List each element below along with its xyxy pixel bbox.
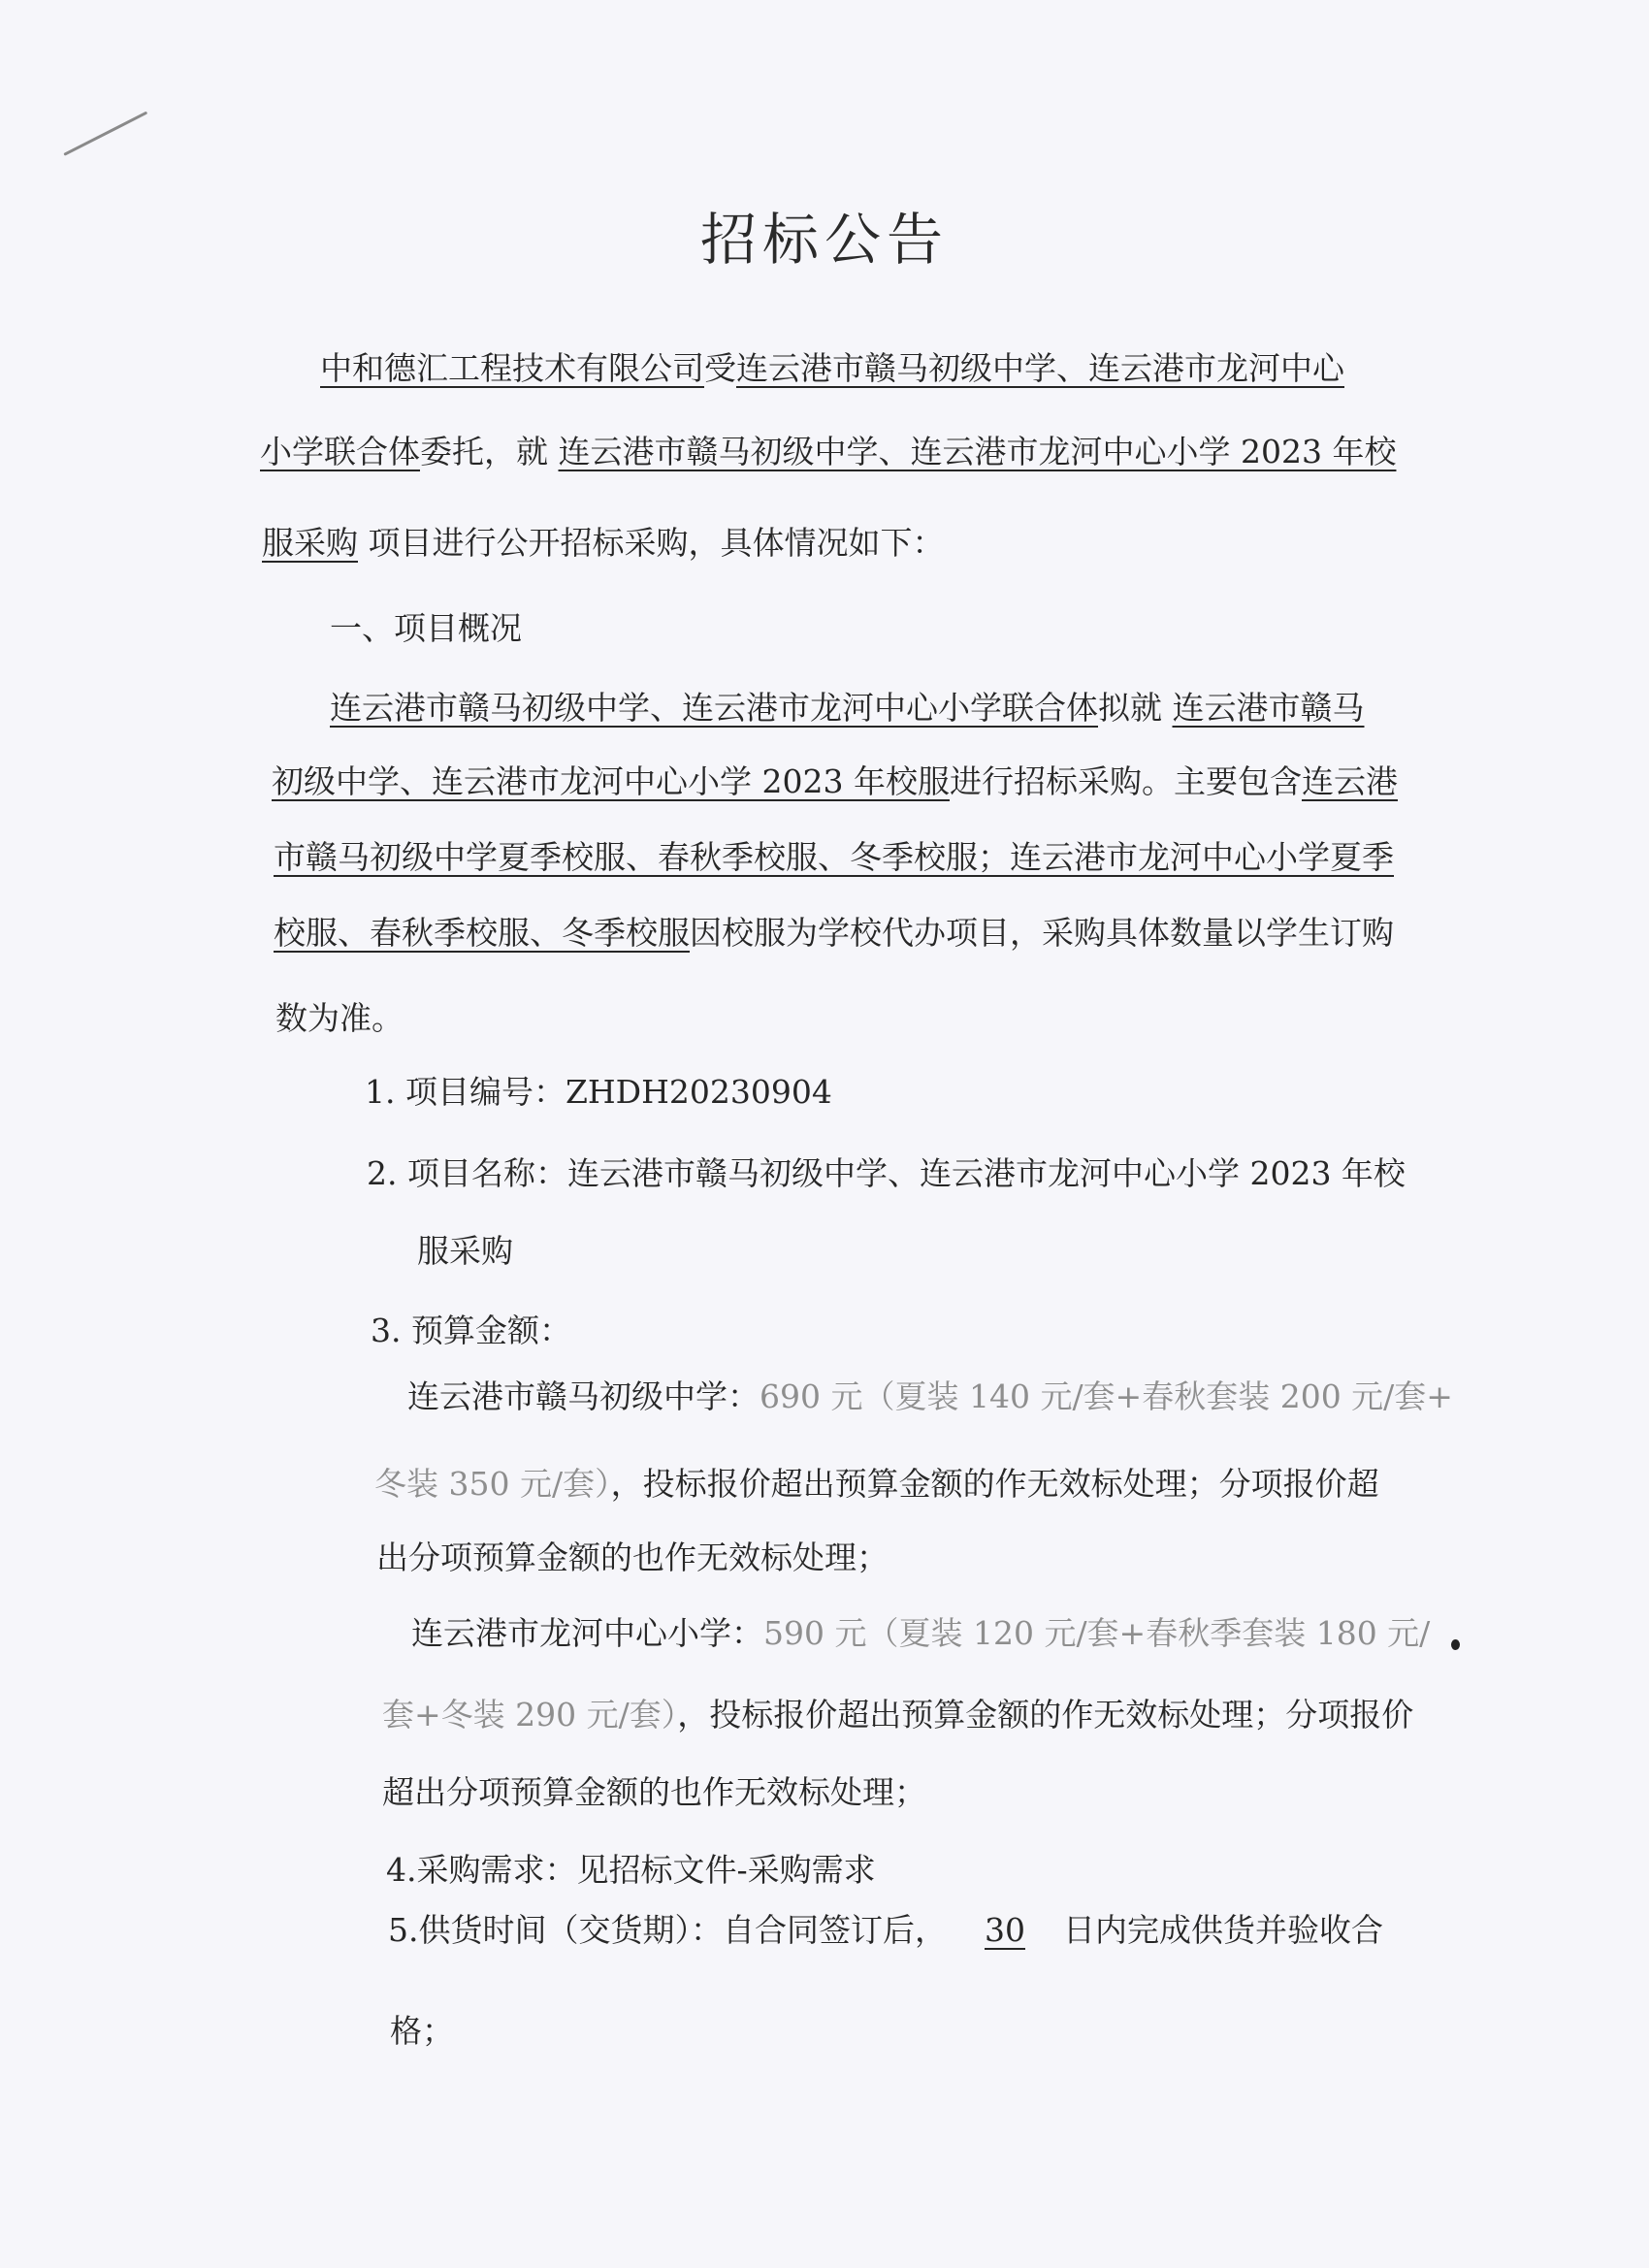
overview-line-4: 校服、春秋季校服、冬季校服因校服为学校代办项目，采购具体数量以学生订购: [274, 914, 1394, 952]
item-project-name-cont: 服采购: [417, 1232, 513, 1270]
client-name: 连云港市赣马初级中学、连云港市龙河中心: [736, 349, 1344, 387]
agency-name: 中和德汇工程技术有限公司: [320, 349, 704, 387]
ink-dot-mark: [1451, 1639, 1460, 1650]
overview-line-5: 数为准。: [275, 999, 404, 1037]
page-title: 招标公告: [699, 207, 949, 273]
item-procurement-needs: 4.采购需求：见招标文件-采购需求: [386, 1851, 876, 1889]
budget-longhe-line-3: 超出分项预算金额的也作无效标处理；: [382, 1773, 926, 1811]
overview-line-1: 连云港市赣马初级中学、连云港市龙河中心小学联合体拟就 连云港市赣马: [330, 689, 1365, 727]
budget-ganma-line-2: 冬装 350 元/套），投标报价超出预算金额的作无效标处理；分项报价超: [374, 1465, 1379, 1503]
item-budget: 3. 预算金额：: [371, 1312, 571, 1349]
item-project-number: 1. 项目编号：ZHDH20230904: [365, 1073, 832, 1111]
budget-ganma-line-3: 出分项预算金额的也作无效标处理；: [376, 1539, 889, 1576]
project-name: 连云港市赣马初级中学、连云港市龙河中心小学 2023 年校: [558, 433, 1397, 470]
delivery-days: 30: [985, 1911, 1025, 1949]
budget-ganma-line-1: 连云港市赣马初级中学：690 元（夏装 140 元/套+春秋套装 200 元/套+: [407, 1377, 1453, 1415]
item-delivery-time-cont: 格；: [390, 2012, 454, 2050]
item-delivery-time: 5.供货时间（交货期）：自合同签订后， 30 日内完成供货并验收合: [388, 1911, 1383, 1949]
item-project-name: 2. 项目名称：连云港市赣马初级中学、连云港市龙河中心小学 2023 年校: [367, 1154, 1406, 1192]
section-heading: 一、项目概况: [330, 609, 522, 647]
budget-ganma-price: 690 元（夏装 140 元/套+春秋套装 200 元/套+: [760, 1377, 1453, 1415]
overview-line-2: 初级中学、连云港市龙河中心小学 2023 年校服进行招标采购。主要包含连云港: [272, 762, 1398, 800]
intro-line-3: 服采购 项目进行公开招标采购，具体情况如下：: [262, 524, 945, 562]
intro-line-2: 小学联合体委托，就 连云港市赣马初级中学、连云港市龙河中心小学 2023 年校: [260, 433, 1397, 470]
budget-longhe-line-1: 连云港市龙河中心小学：590 元（夏装 120 元/套+春秋季套装 180 元/: [411, 1614, 1431, 1652]
budget-longhe-price: 590 元（夏装 120 元/套+春秋季套装 180 元/: [763, 1614, 1431, 1652]
overview-line-3: 市赣马初级中学夏季校服、春秋季校服、冬季校服；连云港市龙河中心小学夏季: [274, 838, 1394, 876]
budget-longhe-line-2: 套+冬装 290 元/套），投标报价超出预算金额的作无效标处理；分项报价: [382, 1696, 1414, 1733]
intro-line-1: 中和德汇工程技术有限公司受连云港市赣马初级中学、连云港市龙河中心: [320, 349, 1344, 387]
pen-stroke-mark: [63, 112, 147, 156]
